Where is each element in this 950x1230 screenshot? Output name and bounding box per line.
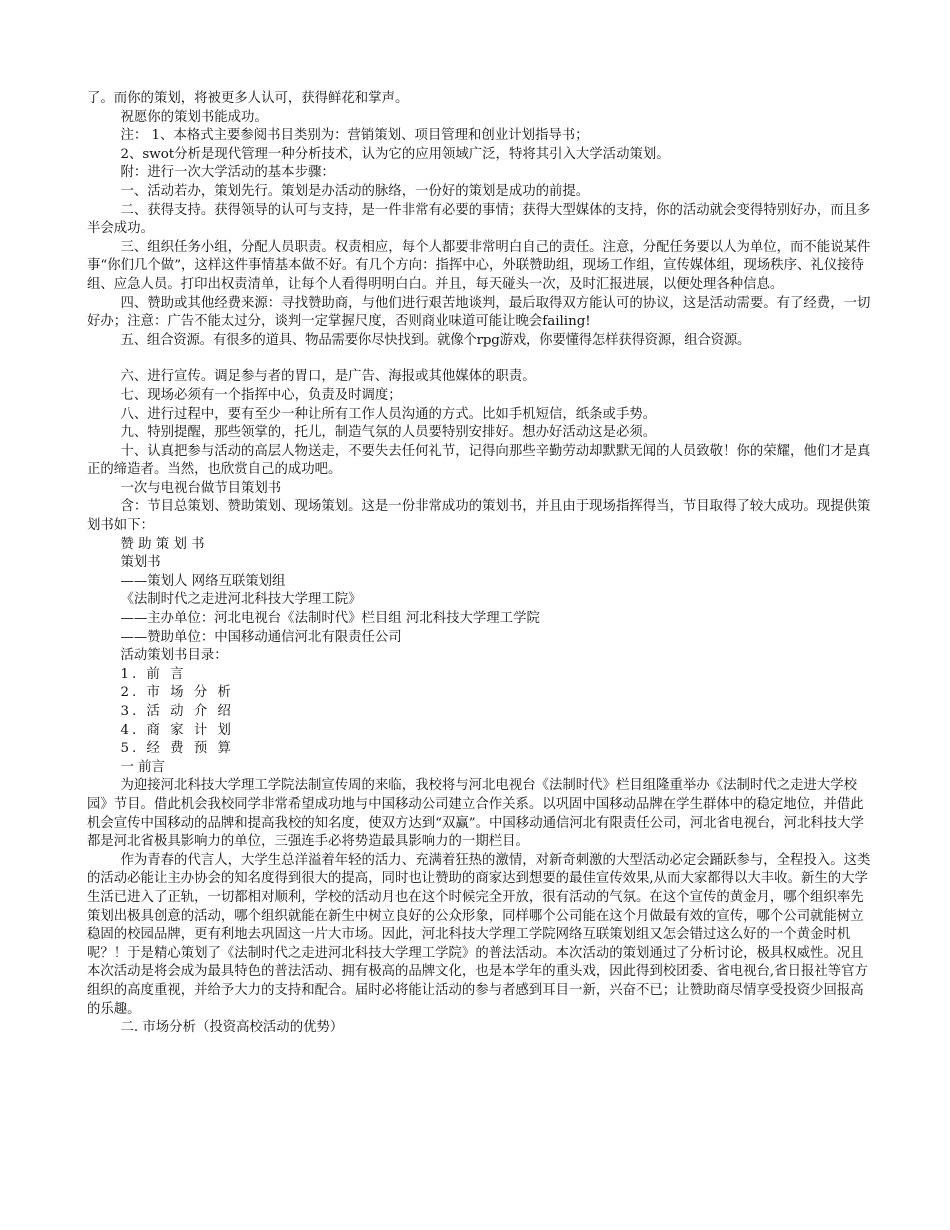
note-2: 2、swot分析是现代管理一种分析技术，认为它的应用领域广泛，特将其引入大学活动策划。 [120,146,670,162]
section-1-heading: 一 前言 [120,759,165,775]
toc-item: 1. 前 言 [120,666,187,682]
step-4: 四、赞助或其他经费来源：寻找赞助商，与他们进行艰苦地谈判，最后取得双方能认可的协议，这是活动需要。有了经费，一切好办；注意：广告不能太过分，谈判一定掌握尺度，否则商业味道可能让晚会failing! [87,295,871,330]
preface-paragraph-2: 作为青春的代言人，大学生总洋溢着年轻的活力、充满着狂热的激情，对新奇刺激的大型活动必定会踊跃参与，全程投入。这类的活动必能让主办协会的知名度得到很大的提高，同时也让赞助的商家达到想要的最佳宣传效果,从而大家都得以大丰收。新生的大学生活已进入了正轨，一切都相对顺利，学校的活动月也在这个时候完全开放，很有活动的气氛。在这个宣传的黄金月，哪个组织率先策划出极具创意的活动，哪个组织就能在新生中树立良好的公众形象，同样哪个公司能在这个月做最有效的宣传，哪个公司就能树立稳固的校园品牌，更有利地去巩固这一片大市场。因此，河北科技大学理工学院网络互联策划组又怎会错过这么好的一个黄金时机呢？！于是精心策划了《法制时代之走进河北科技大学理工学院》的普法活动。本次活动的策划通过了分析讨论，极具权威性。况且本次活动是将会成为最具特色的普法活动、拥有极高的品牌文化，也是本学年的重头戏，因此得到校团委、省电视台,省日报社等官方组织的高度重视，并给予大力的支持和配合。届时必将能让活动的参与者感到耳目一新，兴奋不已；让赞助商尽情享受投资少回报高的乐趣。 [87,852,871,1017]
closing-line: 了。而你的策划，将被更多人认可，获得鲜花和掌声。 [87,91,409,106]
blank-line [87,350,873,368]
program-name: 《法制时代之走进河北科技大学理工院》 [120,592,362,608]
wish-line: 祝愿你的策划书能成功。 [120,109,268,125]
tv-plan-intro: 含：节目总策划、赞助策划、现场策划。这是一份非常成功的策划书，并且由于现场指挥得当，节目取得了较大成功。现提供策划书如下： [87,499,871,534]
steps-heading: 附：进行一次大学活动的基本步骤： [120,165,335,181]
step-6: 六、进行宣传。调足参与者的胃口，是广告、海报或其他媒体的职责。 [120,369,536,385]
toc-item: 3. 活 动 介 绍 [120,704,234,719]
toc-heading: 活动策划书目录： [120,648,228,664]
step-8: 八、进行过程中，要有至少一种让所有工作人员沟通的方式。比如手机短信，纸条或手势。 [120,406,657,422]
toc-item: 2. 市 场 分 析 [120,685,234,701]
tv-plan-title: 一次与电视台做节目策划书 [120,480,282,496]
toc-item: 4. 商 家 计 划 [120,722,234,738]
toc-item: 5. 经 费 预 算 [120,741,234,757]
section-2-heading: 二. 市场分析（投资高校活动的优势） [120,1020,344,1036]
step-2: 二、获得支持。获得领导的认可与支持，是一件非常有必要的事情；获得大型媒体的支持，你的活动就会变得特别好办，而且多半会成功。 [87,202,871,237]
sponsor-plan-title: 赞 助 策 划 书 [120,536,205,552]
plan-label: 策划书 [120,555,161,571]
step-9: 九、特别提醒，那些领掌的，托儿，制造气氛的人员要特别安排好。想办好活动这是必须。 [120,425,657,441]
step-3: 三、组织任务小组，分配人员职责。权责相应，每个人都要非常明白自己的责任。注意，分配任务要以人为单位，而不能说某件事“你们几个做”，这样这件事情基本做不好。有几个方向：指挥中心，外联赞助组，现场工作组，宣传媒体组，现场秩序、礼仪接待组、应急人员。打印出权责清单，让每个人看得明明白白。并且，每天碰头一次，及时汇报进展，以便处理各种信息。 [87,239,871,292]
note-1: 注： 1、本格式主要参阅书目类别为：营销策划、项目管理和创业计划指导书； [120,128,589,144]
document-page [87,90,873,1038]
step-10: 十、认真把参与活动的高层人物送走，不要失去任何礼节，记得向那些辛勤劳动却默默无闻的人员致敬！你的荣耀，他们才是真正的缔造者。当然，也欣赏自己的成功吧。 [87,443,871,478]
preface-paragraph-1: 为迎接河北科技大学理工学院法制宣传周的来临，我校将与河北电视台《法制时代》栏目组隆重举办《法制时代之走进大学校园》节目。借此机会我校同学非常希望成功地与中国移动公司建立合作关系。以巩固中国移动品牌在学生群体中的稳定地位，并借此机会宣传中国移动的品牌和提高我校的知名度，使双方达到“双赢”。中国移动通信河北有限责任公司，河北省电视台，河北科技大学都是河北省极具影响力的单位，三强连手必将势造最具影响力的一期栏目。 [87,778,864,850]
sponsor-line: ——赞助单位：中国移动通信河北有限责任公司 [120,629,402,645]
step-5: 五、组合资源。有很多的道具、物品需要你尽快找到。就像个rpg游戏，你要懂得怎样获得资源，组合资源。 [120,332,751,348]
step-7: 七、现场必须有一个指挥中心，负责及时调度； [120,387,402,403]
planner-line: ——策划人 网络互联策划组 [120,573,286,589]
organizer-line: ——主办单位：河北电视台《法制时代》栏目组 河北科技大学理工学院 [120,611,540,627]
step-1: 一、活动若办，策划先行。策划是办活动的脉络，一份好的策划是成功的前提。 [120,183,590,199]
